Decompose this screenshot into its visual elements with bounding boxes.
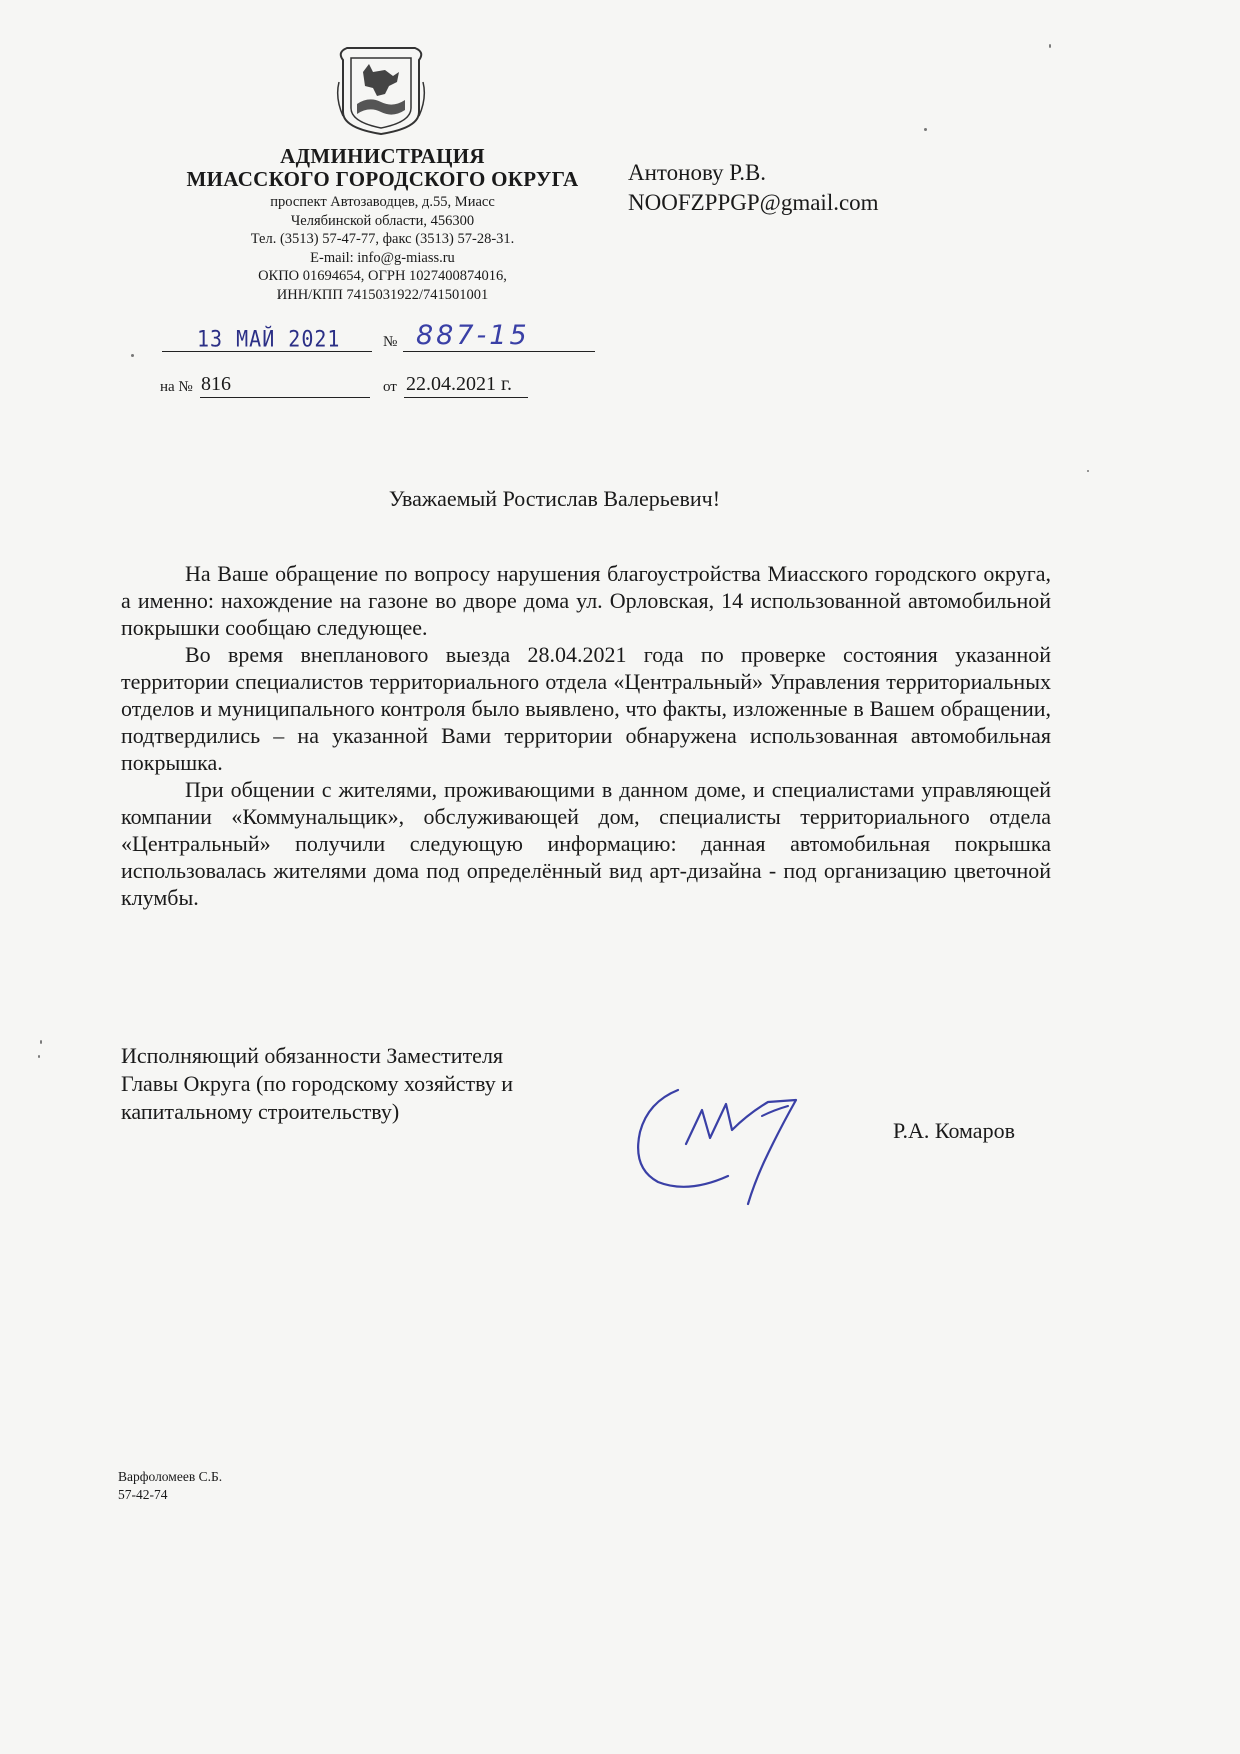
coat-of-arms-icon: [333, 42, 429, 138]
signer-title: [121, 1042, 611, 1126]
org-codes-line2: ИНН/КПП 7415031922/741501001: [276, 286, 489, 303]
outgoing-number-label: №: [383, 334, 398, 350]
greeting: Уважаемый Ростислав Валерьевич!: [388, 486, 721, 511]
scan-speck: [131, 354, 134, 357]
signer-title-line2: Главы Округа (по городскому хозяйству и: [121, 1071, 514, 1096]
signer-name: Р.А. Комаров: [893, 1118, 1015, 1143]
scan-speck: [38, 1055, 40, 1058]
letter-body: [121, 560, 1051, 911]
letterhead: [150, 145, 615, 304]
org-name-line2: МИАССКОГО ГОРОДСКОГО ОКРУГА: [186, 167, 579, 191]
executor-name: Варфоломеев С.Б.: [118, 1469, 223, 1484]
reference-date: 22.04.2021 г.: [406, 373, 512, 395]
org-codes-line1: ОКПО 01694654, ОГРН 1027400874016,: [258, 268, 507, 284]
scan-speck: [924, 128, 927, 131]
ref-number-underline: [200, 397, 370, 398]
org-name-line1: АДМИНИСТРАЦИЯ: [280, 144, 485, 168]
org-email: E-mail: info@g-miass.ru: [310, 249, 455, 266]
date-stamp: 13 МАЙ 2021: [197, 325, 341, 353]
date-underline: [162, 351, 372, 352]
signer-title-line1: Исполняющий обязанности Заместителя: [121, 1043, 504, 1068]
address-line1: проспект Автозаводцев, д.55, Миасс: [270, 194, 495, 210]
scan-speck: [1049, 44, 1051, 48]
phone-fax: Тел. (3513) 57-47-77, факс (3513) 57-28-31.: [250, 231, 515, 247]
signer-title-line3: капитальному строительству): [121, 1099, 400, 1124]
reference-number-label: на №: [160, 379, 193, 395]
recipient-name: Антонову Р.В.: [628, 160, 767, 185]
outgoing-number: 887-15: [416, 320, 530, 351]
reference-number: 816: [201, 373, 231, 395]
ref-date-underline: [404, 397, 528, 398]
executor-footer: [118, 1468, 222, 1504]
recipient-email: NOOFZPPGP@gmail.com: [628, 190, 879, 215]
scan-speck: [1087, 470, 1089, 472]
paragraph: На Ваше обращение по вопросу нарушения благоустройства Миасского городского округа, а именно: нахождение на газоне во дворе дома ул. Орловская, 14 использованной автомобильной покрышки сообщаю следующее.: [121, 561, 1051, 640]
paragraph: При общении с жителями, проживающими в данном доме, и специалистами управляющей компании «Коммунальщик», обслуживающей дом, специалисты территориального отдела «Центральный» получили следующую информацию: данная автомобильная покрышка использовалась жителями дома под определённый вид арт-дизайна - под организацию цветочной клумбы.: [121, 777, 1051, 910]
handwritten-signature: [628, 1072, 808, 1222]
recipient-block: [628, 158, 879, 218]
executor-phone: 57-42-74: [118, 1487, 168, 1502]
reference-date-label: от: [383, 379, 397, 395]
address-line2: Челябинской области, 456300: [290, 212, 475, 229]
number-underline: [403, 351, 595, 352]
paragraph: Во время внепланового выезда 28.04.2021 года по проверке состояния указанной территории специалистов территориального отдела «Центральный» Управления территориальных отделов и муниципального контроля было выявлено, что факты, изложенные в Вашем обращении, подтвердились – на указанной Вами территории обнаружена использованная автомобильная покрышка.: [121, 642, 1051, 775]
scan-speck: [40, 1040, 42, 1044]
